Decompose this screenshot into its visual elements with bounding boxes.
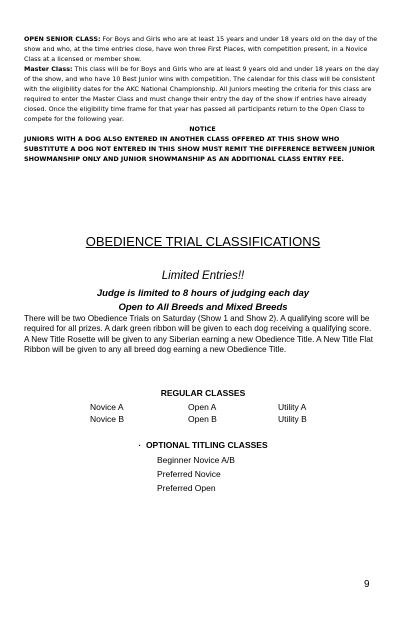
page-number: 9 — [364, 579, 370, 590]
junior-classes-section — [24, 34, 381, 164]
master-class-label: Master Class: — [24, 65, 73, 73]
notice-title: NOTICE — [189, 125, 216, 133]
open-senior-label: OPEN SENIOR CLASS: — [24, 35, 101, 43]
limited-entries: Limited Entries!! — [161, 270, 245, 282]
judge-limit: Judge is limited to 8 hours of judging each day — [96, 288, 310, 299]
obedience-body: There will be two Obedience Trials on Saturday (Show 1 and Show 2). A qualifying score will be required for all prizes. A dark green ribbon will be given to each dog receiving a qualifying score. A New Title Rosette will be given to any Siberian earning a new Obedience Title. A New Title Flat Ribbon will be given to any all breed dog earning a new Obedience Title. — [24, 314, 374, 354]
class-novice-b: Novice B — [90, 414, 125, 424]
master-class-paragraph — [24, 64, 381, 124]
open-senior-text: For Boys and Girls who are at least 15 years and under 18 years old on the day of the show and who, at the time entries close, have won three First Places, with competition present, in a Novice Class at a licensed or member show. — [24, 35, 378, 63]
class-novice-a: Novice A — [90, 402, 124, 412]
class-open-a: Open A — [188, 402, 217, 412]
optional-classes-title: OPTIONAL TITLING CLASSES — [145, 440, 268, 450]
optional-class-item: Beginner Novice A/B — [157, 455, 235, 465]
regular-classes-heading: REGULAR CLASSES — [160, 388, 246, 398]
class-utility-a: Utility A — [278, 402, 307, 412]
optional-classes-heading — [0, 440, 406, 450]
master-class-text: This class will be for Boys and Girls who are at least 9 years old and under 18 years on the day of the show, and who have 10 Best Junior wins with competition. The calendar for this class will be consistent with the eligibility dates for the AKC National Championship. All Juniors meeting the criteria for this class are required to enter the Master Class and must change their entry the day of the show if entries have already closed. Once the eligibility time frame for that year has passed all participants return to the Open Class to compete for the following year. — [24, 65, 379, 123]
open-senior-paragraph — [24, 34, 381, 64]
notice-text: JUNIORS WITH A DOG ALSO ENTERED IN ANOTHER CLASS OFFERED AT THIS SHOW WHO SUBSTITUTE A DOG NOT ENTERED IN THIS SHOW MUST REMIT THE DIFFERENCE BETWEEN JUNIOR SHOWMANSHIP ONLY AND JUNIOR SHOWMANSHIP AS AN ADDITIONAL CLASS ENTRY FEE. — [24, 135, 375, 163]
optional-class-item: Preferred Open — [157, 483, 216, 493]
bullet-mark: · — [138, 440, 142, 450]
obedience-heading: OBEDIENCE TRIAL CLASSIFICATIONS — [85, 234, 321, 249]
class-open-b: Open B — [188, 414, 217, 424]
open-to-breeds: Open to All Breeds and Mixed Breeds — [118, 302, 288, 313]
optional-class-item: Preferred Novice — [157, 469, 221, 479]
class-utility-b: Utility B — [278, 414, 307, 424]
